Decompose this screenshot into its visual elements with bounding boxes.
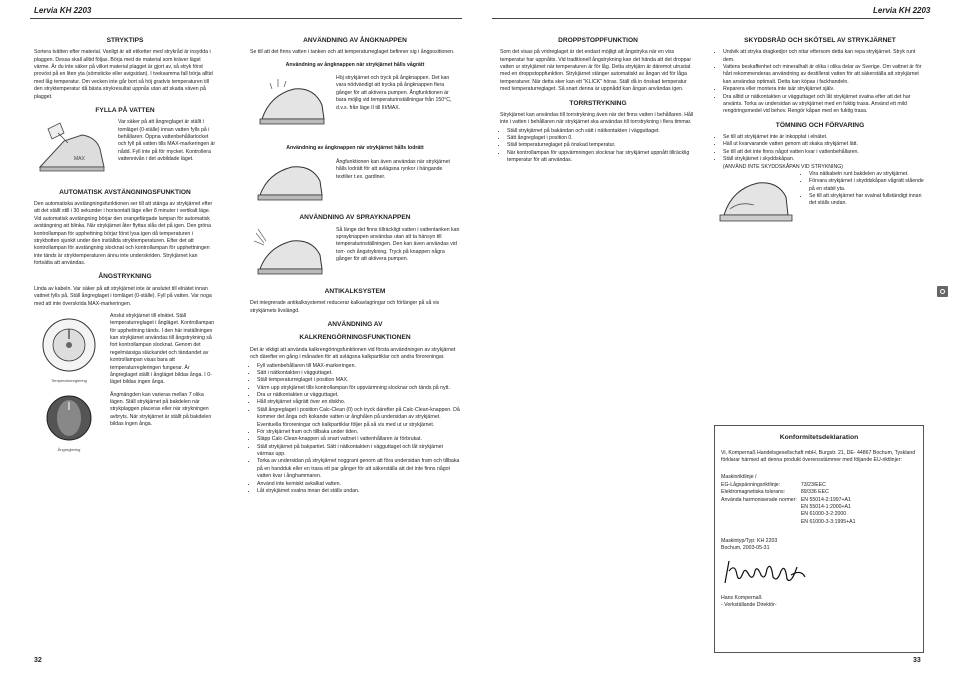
list-item: • Vira nätkabeln runt bakdelen av strykjärnet. — [809, 171, 924, 178]
paragraph-fylla: Var säker på att ångreglaget är ställt i tomläget (0-ställe) innan vatten fylls på i behållaren. Öppna vattenbehållarlocket och fyll på vatten tills MAX-markeringen är nådd. Fyll inte på för mycket. Kontrollera vattennivån i det avbildade läget. — [118, 119, 216, 163]
model-line: Maskintyp/Typ: KH 2203 — [721, 538, 778, 545]
table-cell: EN 55014-2:1997+A1 — [800, 496, 851, 503]
list-item: • Häll ut kvarvarande vatten genom att skaka strykjärnet lätt. — [723, 141, 924, 148]
subtitle-horizontal: Användning av ångknappen när strykjärnet hålls vågrätt — [285, 61, 425, 68]
steam-control-icon — [34, 392, 104, 444]
table-cell — [721, 519, 801, 526]
language-tab-icon — [937, 286, 948, 297]
paragraph-torrstrykning: Strykjärnet kan användas till torrstrykning även när det finns vatten i behållaren. Håll inte i vatten i behållaren när strykjärnet ska användas till torrstrykning i flera timmar. — [500, 111, 694, 126]
list-item: • Förvara strykjärnet i skyddskåpan vågrätt stående på en stabil yta. — [809, 178, 924, 193]
section-title-torrstrykning: TORRSTRYKNING — [569, 99, 627, 107]
list-item: • Ställ temperaturreglaget i position MAX. — [257, 377, 460, 384]
list-dry-steps — [500, 128, 696, 165]
list-item: • Sätt ångreglaget i position 0. — [507, 135, 696, 142]
table-row — [721, 519, 860, 526]
right-page-header: Lervia KH 2203 — [873, 6, 931, 15]
paragraph-kalk-intro: Det är viktigt att använda kalkrengöringsfunktionen vid första användningen av strykjärnet och därefter en gång i månaden för att avlägsna kalkpartiklar och andra föroreningar. — [250, 346, 456, 361]
list-item: • Se till att strykjärnet har svalnat fullständigt innan det ställs undan. — [809, 193, 924, 208]
page-number-right: 33 — [913, 657, 921, 664]
list-item: • Håll strykjärnet vågrätt över en diskho. — [257, 399, 460, 406]
temperature-caption: Temperaturreglering — [51, 378, 87, 384]
svg-text:MAX: MAX — [74, 156, 85, 163]
list-item: • Se till att strykjärnet inte är inkopplat i elnätet. — [723, 134, 924, 141]
iron-spray-illustration — [250, 227, 330, 282]
left-page-header: Lervia KH 2203 — [34, 6, 92, 15]
right-header-rule — [492, 18, 924, 19]
list-item: • Torka av undersidan på strykjärnet noggrant genom att föra undersidan fram och tillbaka på en handduk eller en trasa ett par gånger för att säkerställa att det inte finns något vatten kvar i ånghammaren. — [257, 458, 460, 480]
section-title-kalk-1: ANVÄNDNING AV — [327, 321, 383, 329]
paragraph-angstrykning: Anslut strykjärnet till elnätet. Ställ temperaturreglaget i ångläget. Kontrollampan för upphettning tänds. I den här inställningen kan strykjärnet användas till ångstrykning så fort kontrollampan slocknat. Genom det regelmässiga släckandet och tändandet av kontrollampan visas bara att temperaturregleringen fungerar. Är ångreglaget ställt i ångläget bildas ånga. I 0-läget bildas ingen ånga. — [110, 312, 215, 386]
section-title-kalk-2: KALKRENGÖRNINGSFUNKTIONEN — [299, 334, 411, 342]
signer-role: - Verkställande Direktör- — [721, 602, 777, 609]
table-cell — [721, 504, 801, 511]
iron-storage-case-icon — [716, 171, 796, 227]
section-title-spray: ANVÄNDNING AV SPRAYKNAPPEN — [299, 214, 411, 222]
figure-horizontal-steam — [250, 75, 460, 140]
paragraph-steam: Ångmängden kan varieras mellan 7 olika lägen. Ställ strykjärnet på bakdelen när strykplaggen placeras eller när strykningen avbryts. När strykjärnet är ställt på bakdelen bildas ingen ånga. — [110, 391, 212, 428]
table-row — [721, 482, 860, 489]
subtitle-vertical: Användning av ångknappen när strykjärnet hålls lodrätt — [286, 145, 424, 152]
paragraph-auto-off: Den automatiska avstängningsfunktionen ser till att stänga av strykjärnet efter att det ställt still i 30 sekunder i horisontalt läge eller 8 minuter i vertikalt läge. Vid automatisk avstängning börjar den orangefärgade lampan för automatisk avstängning att blinka. När strykjärnet åter flyttas slås det på igen. Den gröna kontrollampan för upphettning börjar först lysa igen då temperaturen i strykbotten sjunkit under den inställda stryktemperaturen. Efter det att kontrollampan för avstängning slocknat och kontrollampan för upphettningen inte tänds är stryktemperaturen ännu inte underskriden. Strykjärnet kan fortsätta att användas. — [34, 201, 213, 267]
figure-fill-water — [34, 119, 216, 182]
table-cell — [721, 511, 801, 518]
column-1 — [34, 32, 216, 458]
steam-dial-figure — [34, 392, 104, 453]
iron-spray-icon — [250, 227, 330, 279]
list-item: • Ställ strykjärnet i skyddskåpan. — [723, 156, 924, 163]
storage-sublist — [802, 171, 924, 230]
steam-caption: Ångreglering — [57, 447, 81, 453]
table-cell: 73/23/EEC — [800, 481, 826, 488]
section-title-angstrykning: ÅNGSTRYKNING — [98, 273, 152, 281]
list-item: • Använd inte kemiskt avkalkat vatten. — [257, 481, 460, 488]
table-cell: EN 61000-3-3:1995+A1 — [800, 518, 856, 525]
table-row — [721, 489, 860, 496]
table-cell — [801, 474, 860, 481]
figure-vertical-steam — [250, 159, 460, 208]
list-item: • För strykjärnet fram och tillbaka under tiden. — [257, 429, 460, 436]
section-title-antikalk: ANTIKALKSYSTEM — [324, 287, 386, 295]
list-item: • Dra ur nätkontakten ur vägguttaget. — [257, 392, 460, 399]
left-header-rule — [30, 18, 462, 19]
section-title-care: SKYDDSRÅD OCH SKÖTSEL AV STRYKJÄRNET — [744, 37, 896, 44]
table-cell: Maskinriktlinje / — [721, 474, 757, 481]
paragraph-vertical: Ångfunktionen kan även användas när strykjärnet hålls lodrätt för att avlägsna rynkor i hängande textilier t.ex. gardiner. — [336, 158, 450, 180]
table-row — [721, 504, 860, 511]
list-item: • Reparera eller montera inte isär strykjärnet själv. — [723, 86, 924, 93]
declaration-table — [721, 474, 860, 526]
paragraph-angknappen-intro: Se till att det finns vatten i tanken och att temperaturreglaget befinner sig i ångpositionen. — [250, 49, 455, 56]
section-title-angknappen: ANVÄNDNING AV ÅNGKNAPPEN — [303, 37, 407, 44]
page-number-left: 32 — [34, 657, 42, 664]
storage-note: (ANVÄND INTE SKYDDSKÅPAN VID STRYKNING) — [723, 163, 844, 170]
list-item: • Vattens beskaffenhet och mineralhalt är olika i olika delar av Sverige. Om vattnet är för hårt rekommenderas användning av destillerat vatten för att säkerställa att strykjärnet kan användas optimalt. Detta kan köpas i fackhandeln. — [723, 64, 924, 86]
list-item: • Ställ strykjärnet på bakändan och sätt i nätkontakten i vägguttaget. — [507, 128, 696, 135]
table-cell: EN 55014-1:2000+A1 — [800, 503, 851, 510]
declaration-title: Konformitetsdeklaration — [779, 434, 859, 441]
section-title-droppstopp: DROPPSTOPPFUNKTION — [558, 37, 638, 44]
list-storage-sub — [802, 171, 924, 208]
declaration-intro: Vi, Kompernaß Handelsgesellschaft mbH, Burgstr. 21, DE- 44867 Bochum, Tyskland förklarar härmed att denna produkt överensstämmer med följande EU-riktlinjer: — [721, 449, 916, 464]
section-title-fylla: FYLLA PÅ VATTEN — [95, 106, 155, 114]
paragraph-droppstopp: Som det visas på vridreglaget är det endast möjligt att ångstryka när en viss temperatur har uppnåtts. Vid traditionell ångstrykning kan det hända att det droppar vatten ur strykjärnet när temperaturen är för låg. Detta strykjärn är däremot utrustat med en droppstoppfunktion. Strykjärnet stänger automatiskt av ångan vid för låga temperaturer. När detta sker kan ett "KLICK" höras. Ställ då in önskad temperatur med temperaturreglaget. Så snart denna är uppnådd kan ångan användas igen. — [500, 49, 692, 93]
list-kalk-steps — [250, 363, 460, 496]
column-2 — [250, 32, 460, 500]
table-cell: 89/336 EEC — [800, 489, 829, 496]
list-item: • Dra alltid ur nätkontakten ur vägguttaget och låt strykjärnet svalna efter att det har använts. Torka av undersidan av strykjärnet med en fuktig trasa. Använd ett mild rengöringsmedel vid behov. Rengör kåpan med en fuktig trasa. — [723, 94, 924, 116]
paragraph-angstrykning-intro: Linda av kabeln. Var säker på att strykjärnet inte är anslutet till elnätet innan vattnet fylls på. Ställ ångreglaget i tomläget (0-ställe). Fyll på vatten. Var noga med att inte överskrida MAX-markeringen. — [34, 285, 212, 307]
iron-vertical-illustration — [250, 159, 330, 208]
signature-mark — [721, 555, 811, 589]
conformity-declaration-box — [714, 425, 924, 653]
table-cell: Elektromagnetiska tolerans: — [721, 489, 786, 496]
table-row — [721, 511, 860, 518]
section-title-auto-off: AUTOMATISK AVSTÄNGNINGSFUNKTION — [59, 188, 191, 196]
list-item: • Släpp Calc-Clean-knappen så snart vattnet i vattenhållaren är förbrukat. — [257, 436, 460, 443]
list-item: • Se till att det inte finns något vatten kvar i vattenbehållaren. — [723, 149, 924, 156]
list-item: • Sätt i nätkontakten i vägguttaget. — [257, 370, 460, 377]
column-4 — [716, 32, 924, 235]
list-item: • Låt strykjärnet svalna innan det ställs undan. — [257, 488, 460, 495]
column-3 — [500, 32, 696, 170]
list-storage — [716, 134, 924, 164]
list-care — [716, 49, 924, 115]
table-cell: EN 61000-3-2:2000 — [800, 511, 847, 518]
paragraph-antikalk: Det integrerade antikalksystemet reducerar kalkavlagringar och förlänger på så vis strykjärnets livslängd. — [250, 300, 440, 314]
iron-fill-illustration-icon — [34, 119, 112, 182]
list-item: • Ställ strykjärnet på bakpartiet. Sätt i nätkontakten i vägguttaget och låt strykjärnet värmas upp. — [257, 444, 460, 459]
table-row — [721, 474, 860, 481]
table-cell: EG-Lågspänningsriktlinje: — [721, 481, 781, 488]
temperature-dial-figure — [34, 313, 104, 387]
section-title-stryktips: STRYKTIPS — [106, 37, 144, 44]
list-item: • Undvik att stryka dragkedjor och nitar eftersom detta kan repa strykjärnet. Stryk runt dem. — [723, 49, 924, 64]
list-item: • Ställ temperaturreglaget på önskad temperatur. — [507, 142, 696, 149]
list-item: • Värm upp strykjärnet tills kontrollampan för uppvärmning slocknar och tänds på nytt. — [257, 385, 460, 392]
table-row — [721, 497, 860, 504]
iron-horizontal-illustration — [250, 75, 330, 140]
figure-steam — [34, 392, 216, 453]
list-item: • När kontrollampan för uppvärmningen slocknar har strykjärnet uppnått tillräcklig temperatur för att användas. — [507, 150, 696, 165]
iron-storage-illustration — [716, 171, 796, 230]
paragraph-spray: Så länge det finns tillräckligt vatten i vattentanken kan sprayknappen användas utan att ta hänsyn till temperaturinställningen. Den kan även användas vid torr- och ångstrykning. Tryck på knappen några gånger för att aktivera pumpen. — [336, 226, 460, 263]
figure-spray — [250, 227, 460, 282]
place-date: Bochum, 2003-05-31 — [721, 545, 770, 552]
list-item: • Fyll vattenbehållaren till MAX-markeringen. — [257, 363, 460, 370]
iron-vertical-icon — [250, 159, 330, 205]
figure-storage — [716, 171, 924, 230]
list-item: • Ställ ångreglaget i position Calc-Clean (0) och tryck därefter på Calc-Clean-knappen. Då kommer det ånga och kokande vatten ur ånghålen på undersidan av strykjärnet. Eventuella föroreningar och kalkpartiklar följer på så vis med ut ur strykjärnet. — [257, 407, 460, 429]
iron-steam-burst-icon — [250, 75, 330, 137]
paragraph-horizontal: Höj strykjärnet och tryck på ångknappen. Det kan vara nödvändigt att trycka på ångknappen flera gånger för att aktivera pumpen. Ångfunktionen är bara möjlig vid temperaturinställningar från 150°C, d.v.s. från läge II till III/MAX. — [336, 75, 452, 111]
figure-temperature — [34, 313, 216, 387]
signer-name: Hans Kompernaß — [721, 594, 762, 601]
table-cell: Använda harmoniserade normer: — [721, 496, 797, 503]
section-title-storage: TÖMNING OCH FÖRVARING — [775, 121, 865, 129]
paragraph-stryktips: Sortera tvätten efter material. Vanligt är att etiketter med strykråd är insydda i plaggen. Dessa skall alltid följas. Börja med de material som kräver lägst värme. Är du inte säker på vilket material plagget är gjort av, så stryk först provöst på en liten yta (sömsticke eller avigsidan). I tveksamma fall börja alltid med låg temperatur. Om vecken inte går bort så höj gradvis temperaturen till den stryktemperatur då bästa strykresultat uppnås utan att skada väven på plagget. — [34, 49, 213, 100]
signature — [721, 553, 917, 589]
temperature-dial-icon — [34, 313, 104, 375]
